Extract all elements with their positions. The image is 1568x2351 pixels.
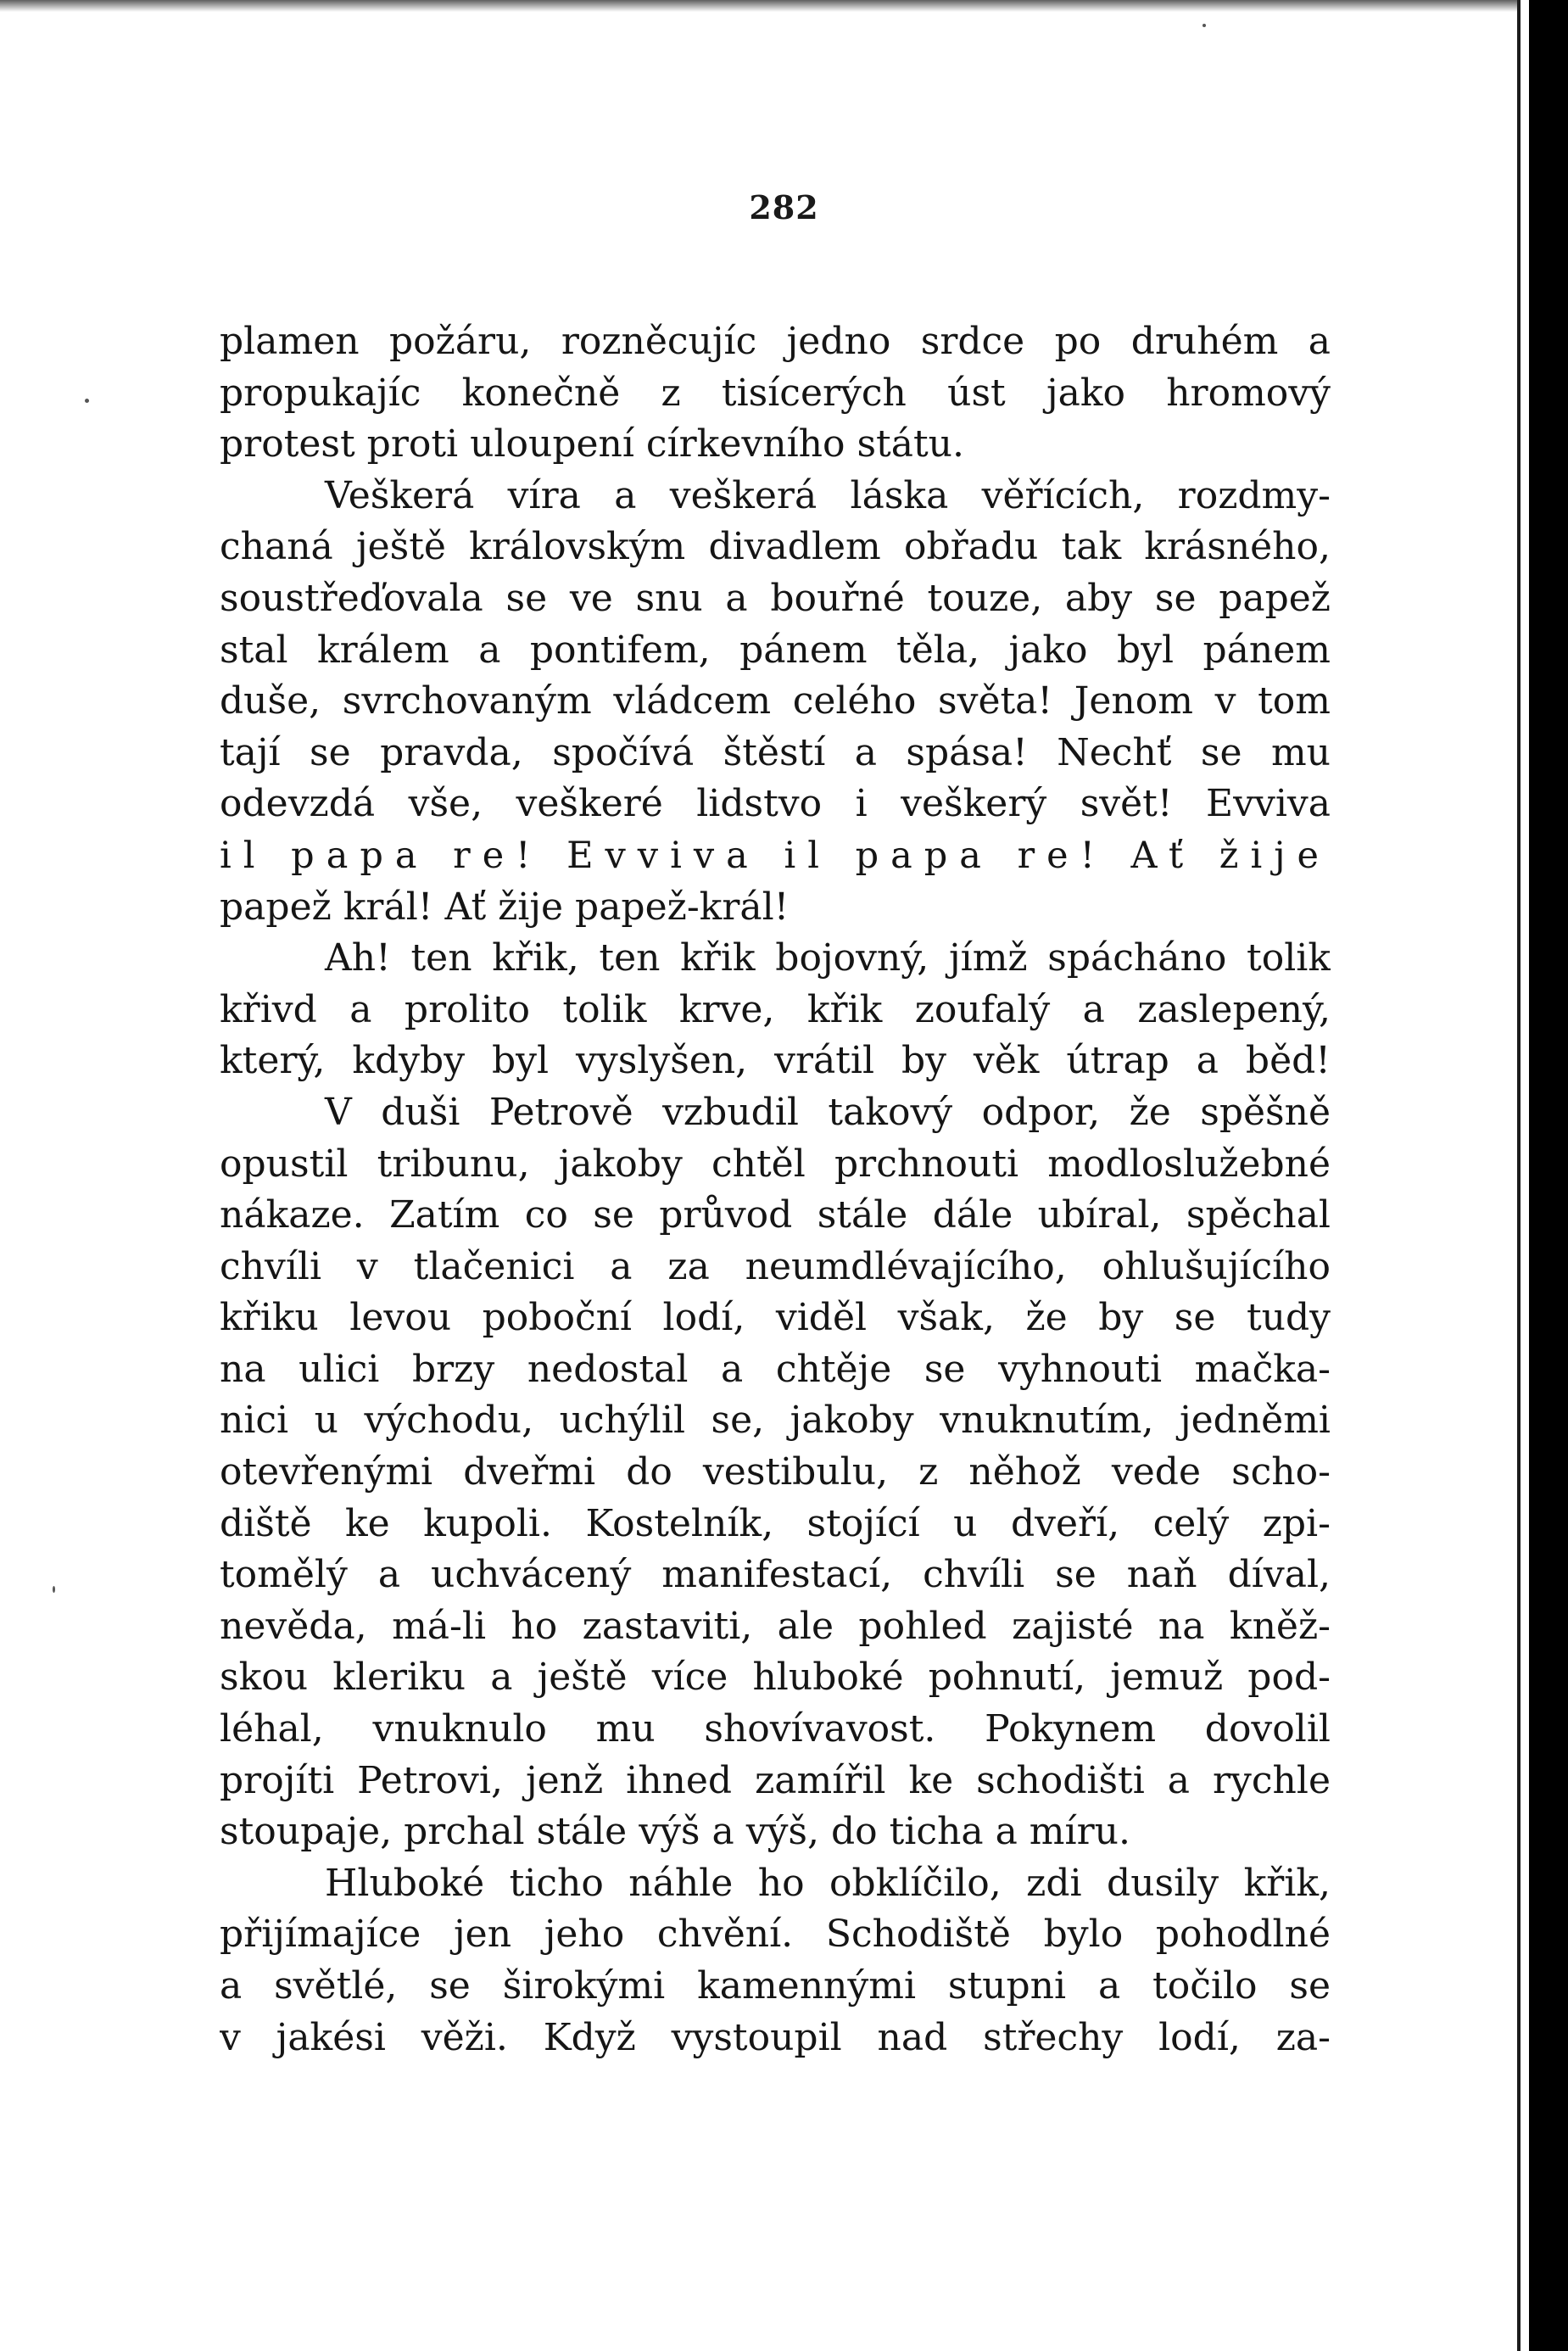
text-line: V duši Petrově vzbudil takový odpor, že spěšně — [325, 1090, 1331, 1134]
paragraph — [220, 316, 1331, 471]
scan-right-border — [1529, 0, 1568, 2351]
paragraph — [220, 933, 1331, 1858]
text-line: il papa re! Evviva il papa re! Ať žije — [220, 834, 1331, 877]
text-line: v jakési věži. Když vystoupil nad střechy lodí, za- — [220, 2015, 1331, 2059]
text-line: Ah! ten křik, ten křik bojovný, jímž spácháno tolik — [325, 936, 1331, 980]
text-line: nici u východu, uchýlil se, jakoby vnuknutím, jedněmi — [220, 1399, 1331, 1443]
text-line: duše, svrchovaným vládcem celého světa! Jenom v tom — [220, 679, 1331, 723]
text-line: léhal, vnuknulo mu shovívavost. Pokynem dovolil — [220, 1707, 1331, 1751]
body-text — [220, 316, 1331, 2063]
text-line: projíti Petrovi, jenž ihned zamířil ke schodišti a rychle — [220, 1758, 1331, 1802]
text-line: který, kdyby byl vyslyšen, vrátil by věk útrap a běd! — [220, 1039, 1331, 1083]
text-line: diště ke kupoli. Kostelník, stojící u dveří, celý zpi- — [220, 1501, 1331, 1545]
scan-page-edge-gap — [1521, 0, 1529, 2351]
text-line: tají se pravda, spočívá štěstí a spása! Nechť se mu — [220, 730, 1331, 774]
text-line: skou kleriku a ještě více hluboké pohnutí, jemuž pod- — [220, 1656, 1331, 1700]
text-line: přijímajíce jen jeho chvění. Schodiště bylo pohodlné — [220, 1913, 1331, 1957]
scan-top-edge — [0, 0, 1568, 12]
text-line: Veškerá víra a veškerá láska věřících, rozdmy- — [325, 473, 1331, 517]
text-line: nákaze. Zatím co se průvod stále dále ubíral, spěchal — [220, 1193, 1331, 1237]
text-line: tomělý a uchvácený manifestací, chvíli se naň díval, — [220, 1553, 1331, 1597]
text-line: protest proti uloupení církevního státu. — [220, 422, 964, 466]
text-line: papež král! Ať žije papež-král! — [220, 885, 790, 929]
scan-speck — [85, 399, 89, 403]
text-line: na ulici brzy nedostal a chtěje se vyhnouti mačka- — [220, 1347, 1331, 1391]
text-line: chaná ještě královským divadlem obřadu tak krásného, — [220, 525, 1331, 569]
paragraph — [220, 471, 1331, 933]
scan-speck — [1203, 24, 1206, 27]
text-line: stal králem a pontifem, pánem těla, jako byl pánem — [220, 628, 1331, 672]
text-line: křiku levou poboční lodí, viděl však, že by se tudy — [220, 1296, 1331, 1340]
text-line: nevěda, má-li ho zastaviti, ale pohled zajisté na kněž- — [220, 1604, 1331, 1648]
text-line: plamen požáru, rozněcujíc jedno srdce po druhém a — [220, 320, 1331, 363]
text-line: a světlé, se širokými kamennými stupni a točilo se — [220, 1964, 1331, 2008]
text-line: opustil tribunu, jakoby chtěl prchnouti modloslužebné — [220, 1142, 1331, 1186]
text-line: propukajíc konečně z tisícerých úst jako hromový — [220, 371, 1331, 415]
page-number: 282 — [749, 188, 819, 226]
paragraph — [220, 1858, 1331, 2063]
text-line: odevzdá vše, veškeré lidstvo i veškerý svět! Evviva — [220, 782, 1331, 826]
text-line: otevřenými dveřmi do vestibulu, z něhož vede scho- — [220, 1450, 1331, 1494]
scan-speck — [53, 1586, 55, 1593]
text-line: Hluboké ticho náhle ho obklíčilo, zdi dusily křik, — [325, 1861, 1331, 1905]
text-line: stoupaje, prchal stále výš a výš, do ticha a míru. — [220, 1810, 1130, 1854]
text-line: soustřeďovala se ve snu a bouřné touze, aby se papež — [220, 576, 1331, 620]
text-line: křivd a prolito tolik krve, křik zoufalý a zaslepený, — [220, 987, 1331, 1031]
text-line: chvíli v tlačenici a za neumdlévajícího, ohlušujícího — [220, 1244, 1331, 1288]
